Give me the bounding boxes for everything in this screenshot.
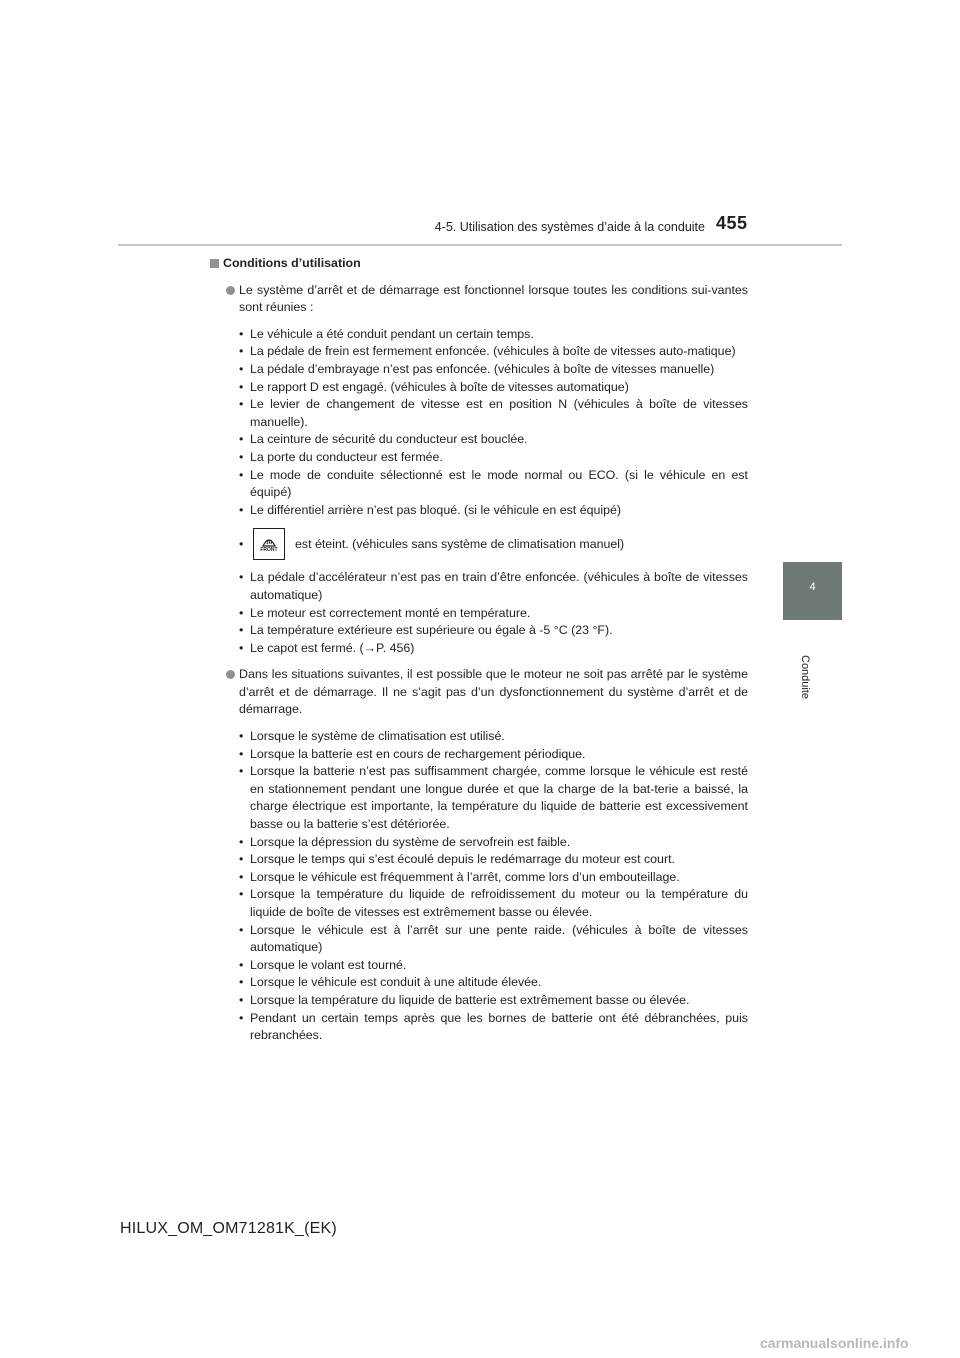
chapter-number: 4 xyxy=(809,581,816,593)
intro-paragraph-1 xyxy=(210,282,748,317)
list-item: • Lorsque la température du liquide de batterie est extrêmement basse ou élevée. xyxy=(239,992,690,1007)
list-item: • La pédale d’embrayage n’est pas enfoncée. (véhicules à boîte de vitesses manuelle) xyxy=(239,361,715,376)
list-item: • Lorsque la température du liquide de refroidissement du moteur ou la température du liquide de boîte de vitesses est extrêmement basse ou élevée. xyxy=(239,887,748,919)
conditions-list-a xyxy=(210,326,748,520)
list-item: • La ceinture de sécurité du conducteur est bouclée. xyxy=(239,432,528,447)
section-header-title: 4-5. Utilisation des systèmes d’aide à la conduite xyxy=(434,220,705,234)
list-item: • Lorsque le véhicule est fréquemment à l’arrêt, comme lors d’un embouteillage. xyxy=(239,869,680,884)
list-item: • Lorsque le véhicule est à l’arrêt sur une pente raide. (véhicules à boîte de vitesses automatique) xyxy=(239,922,748,955)
list-item: • Le mode de conduite sélectionné est le mode normal ou ECO. (si le véhicule en est équipé) xyxy=(239,467,748,500)
list-item: • Lorsque la batterie est en cours de rechargement périodique. xyxy=(239,746,586,761)
list-item: • Lorsque le véhicule est conduit à une altitude élevée. xyxy=(239,975,542,990)
section-title-text: Conditions d’utilisation xyxy=(223,256,361,270)
page-number: 455 xyxy=(716,213,748,233)
list-item: • Le véhicule a été conduit pendant un certain temps. xyxy=(239,326,534,341)
header-divider xyxy=(118,244,842,246)
front-defog-condition: • FRONT est éteint. (véhicules sans système de climatisation manuel) xyxy=(210,528,748,560)
intro-2-text: Dans les situations suivantes, il est possible que le moteur ne soit pas arrêté par le système d’arrêt et de démarrage. Il ne s’agit pas d’un dysfonctionnement du système d’arrêt et de démarrage. xyxy=(239,667,748,717)
watermark: carmanualsonline.info xyxy=(760,1335,909,1351)
list-item: • La pédale de frein est fermement enfoncée. (véhicules à boîte de vitesses auto-matique) xyxy=(239,344,736,359)
square-bullet-icon xyxy=(210,259,219,268)
front-defog-condition-text: est éteint. (véhicules sans système de climatisation manuel) xyxy=(295,536,625,551)
chapter-tab[interactable] xyxy=(783,562,842,620)
chapter-label: Conduite xyxy=(799,655,811,700)
list-item: • La température extérieure est supérieure ou égale à -5 °C (23 °F). xyxy=(239,623,613,638)
list-item: • Le rapport D est engagé. (véhicules à boîte de vitesses automatique) xyxy=(239,379,629,394)
list-item: • Le moteur est correctement monté en température. xyxy=(239,605,531,620)
windshield-defog-icon xyxy=(262,535,276,547)
circle-bullet-icon xyxy=(226,286,235,295)
circle-bullet-icon xyxy=(226,670,235,679)
main-content xyxy=(210,255,748,1054)
intro-paragraph-2 xyxy=(210,666,748,719)
list-item: • Le différentiel arrière n’est pas bloqué. (si le véhicule en est équipé) xyxy=(239,502,622,517)
list-item: • Lorsque le volant est tourné. xyxy=(239,957,407,972)
front-button-label: FRONT xyxy=(260,547,278,554)
conditions-list-b xyxy=(210,569,748,657)
list-item: • Lorsque le temps qui s’est écoulé depuis le redémarrage du moteur est court. xyxy=(239,852,675,867)
list-item: • Le capot est fermé. (→P. 456) xyxy=(239,640,415,655)
list-item: • Lorsque la dépression du système de servofrein est faible. xyxy=(239,834,571,849)
document-code: HILUX_OM_OM71281K_(EK) xyxy=(120,1220,337,1237)
list-item: • Pendant un certain temps après que les bornes de batterie ont été débranchées, puis rebranchées. xyxy=(239,1010,748,1043)
list-item: • Lorsque la batterie n’est pas suffisamment chargée, comme lorsque le véhicule est resté en stationnement pendant une longue durée et que la charge de la bat-terie a baissé, la charge électrique est importante, la température du liquide de batterie est excessivement basse ou la batterie s’est détériorée. xyxy=(239,764,748,832)
front-defogger-button-icon xyxy=(253,528,285,560)
intro-1-text: Le système d’arrêt et de démarrage est fonctionnel lorsque toutes les conditions sui-vantes sont réunies : xyxy=(239,282,748,315)
situations-list xyxy=(210,728,748,1045)
list-item: • Le levier de changement de vitesse est en position N (véhicules à boîte de vitesses manuelle). xyxy=(239,397,748,429)
list-item: • La porte du conducteur est fermée. xyxy=(239,449,443,464)
list-item: • Lorsque le système de climatisation est utilisé. xyxy=(239,729,505,744)
list-item: • La pédale d’accélérateur n’est pas en train d’être enfoncée. (véhicules à boîte de vitesses automatique) xyxy=(239,570,748,602)
section-title xyxy=(210,255,748,273)
